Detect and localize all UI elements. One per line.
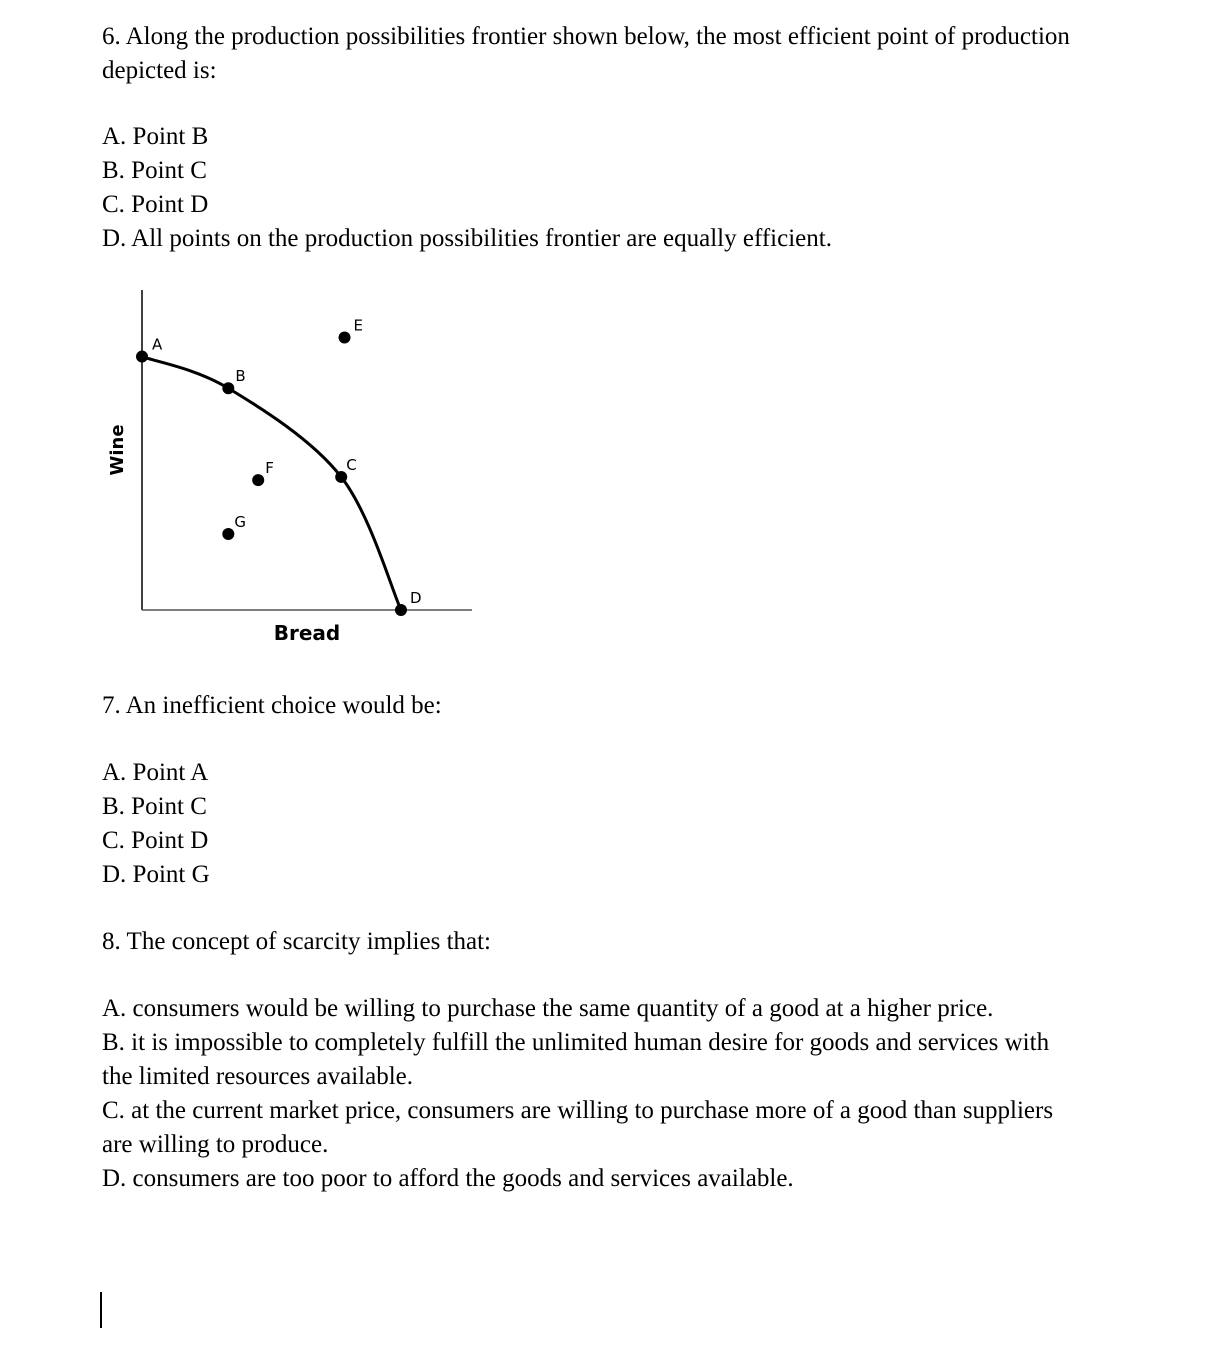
question-6-text-line2: depicted is:: [102, 57, 217, 84]
point-a: [136, 351, 148, 363]
point-b: [222, 382, 234, 394]
question-6-option-a: A. Point B: [102, 123, 209, 150]
question-7-option-a: A. Point A: [102, 759, 209, 786]
question-8-option-c-line2: are willing to produce.: [102, 1131, 329, 1158]
y-axis-label: Wine: [107, 424, 128, 476]
points-layer: [136, 317, 422, 616]
text-cursor: [100, 1292, 102, 1328]
question-8-option-c-line1: C. at the current market price, consumers are willing to purchase more of a good than suppliers: [102, 1097, 1054, 1124]
question-8-option-a: A. consumers would be willing to purchase the same quantity of a good at a higher price.: [102, 995, 994, 1022]
question-8-option-d: D. consumers are too poor to afford the goods and services available.: [102, 1165, 794, 1192]
question-8: [102, 925, 491, 959]
point-label-e: E: [353, 316, 364, 335]
question-7-option-b: B. Point C: [102, 793, 207, 820]
question-6-text-line1: 6. Along the production possibilities frontier shown below, the most efficient point of production: [102, 23, 1070, 50]
x-axis-label: Bread: [273, 621, 341, 645]
question-7: [102, 689, 442, 723]
point-label-c: C: [346, 455, 357, 474]
question-8-options: [102, 992, 1053, 1196]
question-6-option-c: C. Point D: [102, 191, 209, 218]
point-label-f: F: [265, 459, 274, 478]
point-label-b: B: [235, 367, 246, 386]
point-label-g: G: [234, 512, 246, 531]
question-7-options: [102, 756, 210, 892]
ppf-curve: [142, 357, 401, 610]
question-7-option-d: D. Point G: [102, 861, 210, 888]
point-label-a: A: [152, 335, 163, 354]
point-e: [339, 332, 351, 344]
point-label-d: D: [409, 589, 422, 607]
point-g: [222, 528, 234, 540]
question-6-option-d: D. All points on the production possibilities frontier are equally efficient.: [102, 225, 832, 252]
question-8-text: 8. The concept of scarcity implies that:: [102, 928, 492, 955]
point-f: [252, 474, 264, 486]
point-d: [395, 604, 407, 616]
question-7-option-c: C. Point D: [102, 827, 209, 854]
question-6-option-b: B. Point C: [102, 157, 207, 184]
question-6: [102, 20, 1162, 88]
question-7-text: 7. An inefficient choice would be:: [102, 692, 442, 719]
question-6-options: [102, 120, 832, 256]
question-8-option-b-line1: B. it is impossible to completely fulfill the unlimited human desire for goods and services with: [102, 1029, 1050, 1056]
ppf-chart: [100, 285, 480, 655]
question-8-option-b-line2: the limited resources available.: [102, 1063, 413, 1090]
